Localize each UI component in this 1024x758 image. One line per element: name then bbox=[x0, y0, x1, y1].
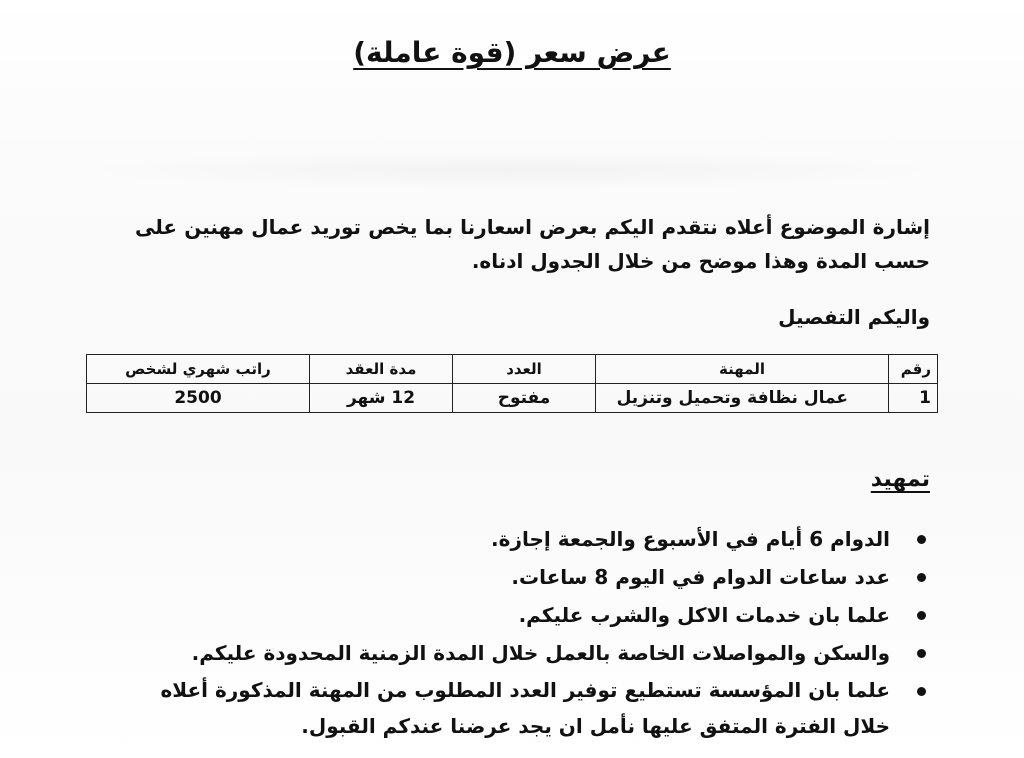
header-salary: راتب شهري لشخص bbox=[87, 355, 310, 384]
list-item-text: علما بان خدمات الاكل والشرب عليكم. bbox=[518, 603, 890, 627]
title-text: عرض سعر (قوة عاملة) bbox=[353, 36, 671, 69]
table-row bbox=[87, 384, 938, 413]
list-item-text: علما بان المؤسسة تستطيع توفير العدد المطلوب من المهنة المذكورة أعلاه خلال الفترة المتفق عليها نأمل ان يجد عرضنا عندكم القبول. bbox=[160, 678, 890, 738]
price-table bbox=[86, 354, 938, 413]
list-item bbox=[140, 634, 890, 672]
details-heading: واليكم التفصيل bbox=[778, 305, 930, 329]
bullet-icon bbox=[917, 649, 926, 658]
cell-count: مفتوح bbox=[453, 384, 596, 413]
cell-salary: 2500 bbox=[87, 384, 310, 413]
bullet-icon bbox=[917, 573, 926, 582]
terms-list bbox=[140, 520, 890, 744]
list-item bbox=[140, 672, 890, 744]
preface-heading bbox=[700, 467, 930, 492]
preface-heading-text: تمهيد bbox=[870, 467, 930, 492]
document-title bbox=[0, 36, 1024, 69]
cell-profession: عمال نظافة وتحميل وتنزيل bbox=[596, 384, 889, 413]
list-item bbox=[140, 558, 890, 596]
header-profession: المهنة bbox=[596, 355, 889, 384]
header-number: رقم bbox=[889, 355, 938, 384]
list-item bbox=[140, 596, 890, 634]
list-item-text: الدوام 6 أيام في الأسبوع والجمعة إجازة. bbox=[491, 527, 890, 551]
scan-shadow bbox=[70, 150, 950, 190]
list-item bbox=[140, 520, 890, 558]
header-duration: مدة العقد bbox=[310, 355, 453, 384]
table-header-row bbox=[87, 355, 938, 384]
list-item-text: والسكن والمواصلات الخاصة بالعمل خلال المدة الزمنية المحدودة عليكم. bbox=[191, 641, 890, 665]
bullet-icon bbox=[917, 687, 926, 696]
bullet-icon bbox=[917, 535, 926, 544]
cell-number: 1 bbox=[889, 384, 938, 413]
intro-paragraph: إشارة الموضوع أعلاه نتقدم اليكم بعرض اسعارنا بما يخص توريد عمال مهنين على حسب المدة وهذا موضح من خلال الجدول ادناه. bbox=[135, 215, 930, 273]
list-item-text: عدد ساعات الدوام في اليوم 8 ساعات. bbox=[511, 565, 890, 589]
bullet-icon bbox=[917, 611, 926, 620]
cell-duration: 12 شهر bbox=[310, 384, 453, 413]
header-count: العدد bbox=[453, 355, 596, 384]
